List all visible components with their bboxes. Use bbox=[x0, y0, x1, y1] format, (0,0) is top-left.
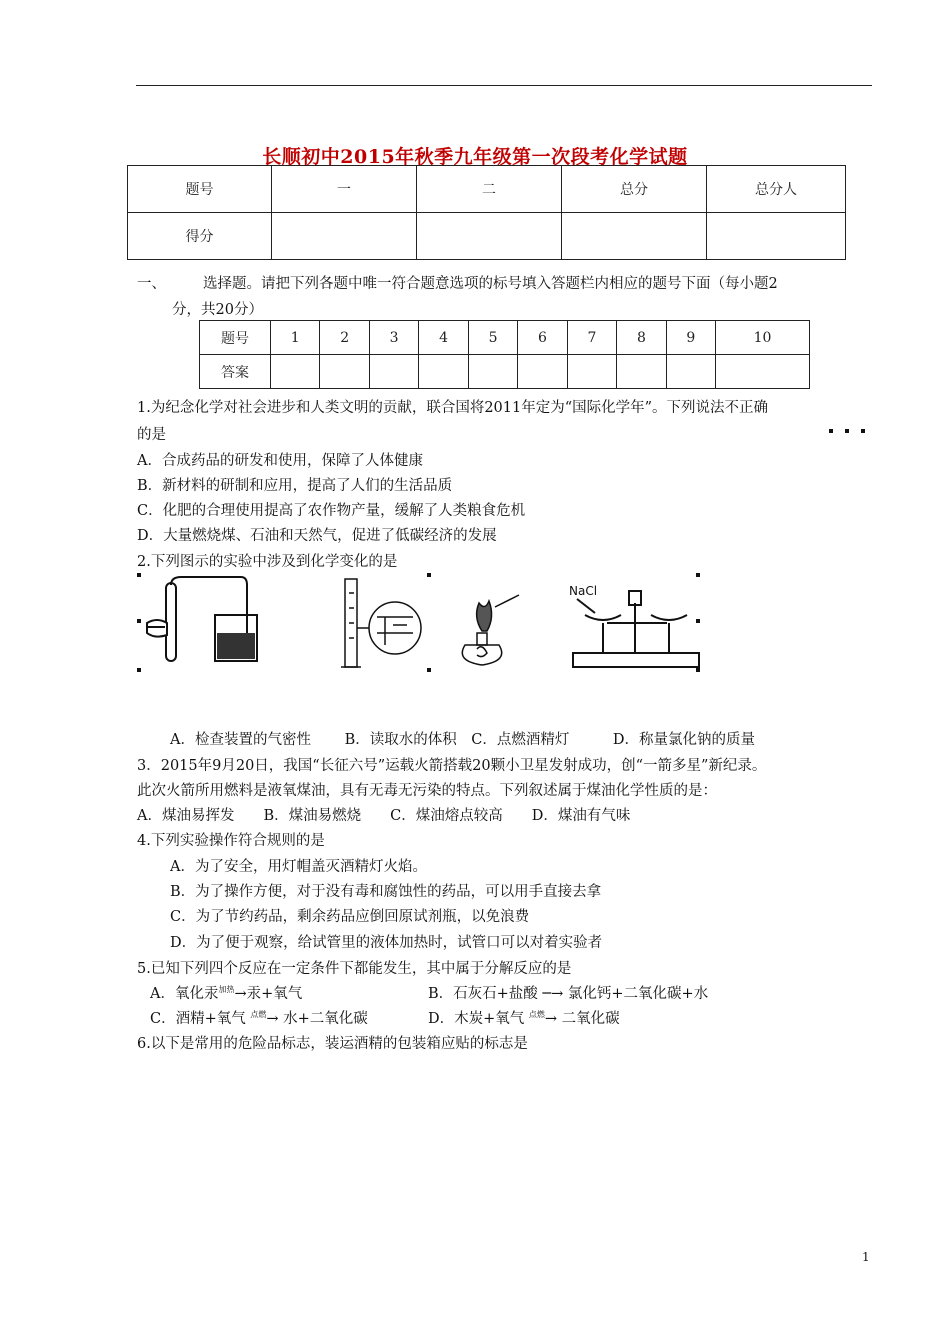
q5-d-products: 二氧化碳 bbox=[561, 1011, 620, 1027]
answer-blank-cell bbox=[468, 355, 517, 389]
arrow-icon: → bbox=[266, 1011, 279, 1027]
q2-experiment-figure bbox=[137, 573, 700, 673]
score-blank-cell bbox=[417, 213, 562, 260]
q6-stem: 6.以下是常用的危险品标志，装运酒精的包装箱应贴的标志是 bbox=[137, 1036, 528, 1052]
nacl-label: NaCl bbox=[569, 584, 598, 598]
q2-options: A．检查装置的气密性 B．读取水的体积 C．点燃酒精灯 D．称量氯化钠的质量 bbox=[170, 732, 755, 748]
answer-blank-cell bbox=[716, 355, 810, 389]
score-table bbox=[127, 165, 846, 260]
q1-option-a: A．合成药品的研发和使用，保障了人体健康 bbox=[137, 453, 423, 469]
answer-blank-cell bbox=[271, 355, 320, 389]
header-rule bbox=[136, 85, 872, 86]
emphasis-dot bbox=[845, 429, 849, 433]
answer-blank-cell bbox=[617, 355, 666, 389]
score-row-label: 得分 bbox=[128, 213, 272, 260]
q3-options: A．煤油易挥发 B．煤油易燃烧 C．煤油熔点较高 D．煤油有气味 bbox=[137, 808, 631, 824]
section-instruction-line2: 分，共20分） bbox=[172, 302, 263, 318]
answer-number-cell: 4 bbox=[419, 321, 468, 355]
answer-row-label: 答案 bbox=[200, 355, 271, 389]
q1-stem-line1: 1.为纪念化学对社会进步和人类文明的贡献，联合国将2011年定为“国际化学年”。下列说法不正确 bbox=[137, 400, 769, 416]
answer-number-cell: 2 bbox=[320, 321, 369, 355]
score-header-cell: 题号 bbox=[128, 166, 272, 213]
answer-number-cell: 9 bbox=[666, 321, 715, 355]
section-number: 一、 bbox=[137, 276, 166, 292]
q4-option-d: D．为了便于观察，给试管里的液体加热时，试管口可以对着实验者 bbox=[170, 935, 603, 951]
answer-number-cell: 8 bbox=[617, 321, 666, 355]
page-title: 长顺初中2015年秋季九年级第一次段考化学试题 bbox=[262, 146, 688, 168]
q5-option-a bbox=[150, 982, 302, 1003]
answer-table bbox=[199, 320, 810, 389]
score-header-cell: 总分 bbox=[562, 166, 707, 213]
alcohol-lamp-icon bbox=[462, 595, 519, 665]
arrow-icon: → bbox=[544, 1011, 558, 1027]
q2-stem: 2.下列图示的实验中涉及到化学变化的是 bbox=[137, 554, 398, 570]
q1-option-b: B．新材料的研制和应用，提高了人们的生活品质 bbox=[137, 478, 453, 494]
q5-c-reactants: C．酒精+氧气 bbox=[150, 1011, 246, 1027]
q5-a-reactants: A．氧化汞 bbox=[150, 986, 219, 1002]
q5-d-reactants: D．木炭+氧气 bbox=[428, 1011, 525, 1027]
q4-stem: 4.下列实验操作符合规则的是 bbox=[137, 833, 325, 849]
arrow-icon: → bbox=[234, 986, 247, 1002]
q5-a-condition: 加热 bbox=[218, 985, 235, 994]
answer-blank-cell bbox=[419, 355, 468, 389]
q4-option-c: C．为了节约药品，剩余药品应倒回原试剂瓶，以免浪费 bbox=[170, 909, 530, 925]
answer-blank-cell bbox=[369, 355, 418, 389]
score-header-cell: 总分人 bbox=[707, 166, 846, 213]
q1-option-c: C．化肥的合理使用提高了农作物产量，缓解了人类粮食危机 bbox=[137, 503, 526, 519]
section-instruction-line1: 选择题。请把下列各题中唯一符合题意选项的标号填入答题栏内相应的题号下面（每小题2 bbox=[203, 276, 778, 292]
score-blank-cell bbox=[562, 213, 707, 260]
answer-blank-cell bbox=[320, 355, 369, 389]
score-blank-cell bbox=[707, 213, 846, 260]
answer-header-label: 题号 bbox=[200, 321, 271, 355]
answer-number-cell: 6 bbox=[518, 321, 567, 355]
q5-c-condition: 点燃 bbox=[250, 1010, 267, 1019]
answer-number-cell: 1 bbox=[271, 321, 320, 355]
q1-option-d: D．大量燃烧煤、石油和天然气，促进了低碳经济的发展 bbox=[137, 528, 497, 544]
q3-stem-line1: 3．2015年9月20日，我国“长征六号”运载火箭搭载20颗小卫星发射成功，创“一箭多星”新纪录。 bbox=[137, 758, 767, 774]
graduated-cylinder-icon bbox=[341, 579, 421, 667]
q5-d-condition: 点燃 bbox=[528, 1010, 545, 1019]
answer-number-cell: 3 bbox=[369, 321, 418, 355]
answer-blank-cell bbox=[567, 355, 616, 389]
answer-blank-cell bbox=[666, 355, 715, 389]
q5-c-products: 水+二氧化碳 bbox=[283, 1011, 368, 1027]
answer-number-cell: 5 bbox=[468, 321, 517, 355]
answer-number-cell: 7 bbox=[567, 321, 616, 355]
answer-blank-cell bbox=[518, 355, 567, 389]
emphasis-dot bbox=[861, 429, 865, 433]
score-header-cell: 一 bbox=[272, 166, 417, 213]
q4-option-a: A．为了安全，用灯帽盖灭酒精灯火焰。 bbox=[170, 859, 427, 875]
q4-option-b: B．为了操作方便，对于没有毒和腐蚀性的药品，可以用手直接去拿 bbox=[170, 884, 602, 900]
q5-a-products: 汞+氧气 bbox=[246, 986, 303, 1002]
q3-stem-line2: 此次火箭所用燃料是液氧煤油，具有无毒无污染的特点。下列叙述属于煤油化学性质的是： bbox=[137, 783, 717, 799]
q5-stem: 5.已知下列四个反应在一定条件下都能发生，其中属于分解反应的是 bbox=[137, 961, 572, 977]
emphasis-dot bbox=[829, 429, 833, 433]
answer-number-cell: 10 bbox=[716, 321, 810, 355]
page-number: 1 bbox=[862, 1250, 870, 1264]
score-blank-cell bbox=[272, 213, 417, 260]
q5-option-b: B．石灰石+盐酸 ─→ 氯化钙+二氧化碳+水 bbox=[428, 986, 709, 1002]
airtightness-apparatus-icon bbox=[147, 577, 257, 661]
q1-stem-line2: 的是 bbox=[137, 427, 166, 443]
q5-option-c bbox=[150, 1007, 368, 1028]
balance-scale-icon bbox=[569, 584, 699, 667]
score-header-cell: 二 bbox=[417, 166, 562, 213]
q5-option-d bbox=[428, 1007, 620, 1028]
